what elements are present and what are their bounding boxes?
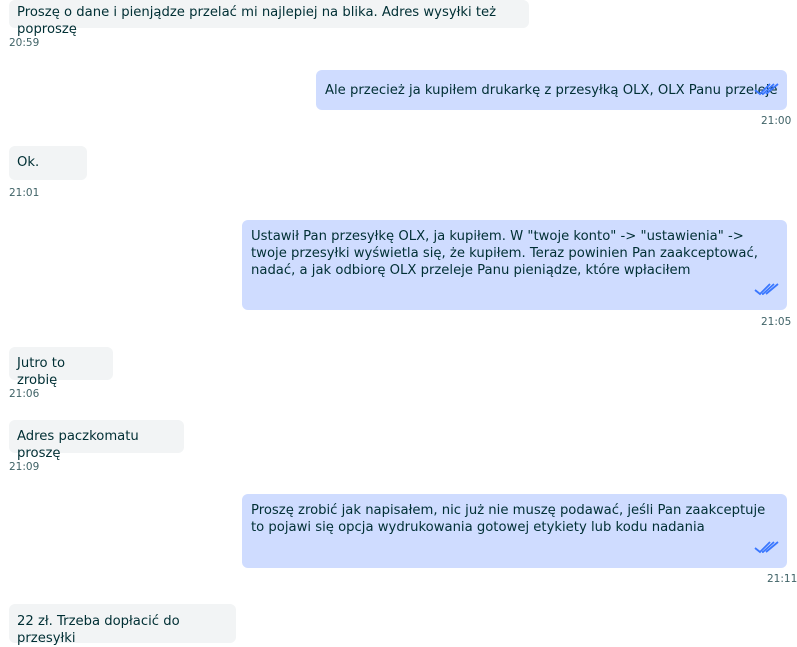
double-check-icon	[754, 82, 780, 96]
message-text: Jutro to zrobię	[17, 356, 66, 388]
message-timestamp: 21:05	[761, 316, 792, 328]
message-outgoing	[316, 70, 787, 110]
message-text: Ale przecież ja kupiłem drukarkę z przesyłką OLX, OLX Panu przeleje	[325, 83, 778, 98]
double-check-icon	[754, 282, 780, 296]
message-outgoing	[242, 494, 787, 568]
message-text: 22 zł. Trzeba dopłacić do przesyłki	[17, 614, 180, 646]
message-text: Proszę zrobić jak napisałem, nic już nie muszę podawać, jeśli Pan zaakceptuje to pojawi się opcja wydrukowania gotowej etykiety lub kodu nadania	[251, 503, 766, 535]
message-timestamp: 21:06	[9, 388, 40, 400]
message-timestamp: 21:09	[9, 461, 40, 473]
message-incoming	[9, 146, 87, 180]
message-text: Ok.	[17, 155, 40, 170]
message-outgoing	[242, 220, 787, 310]
message-incoming	[9, 604, 236, 646]
message-incoming	[9, 0, 529, 37]
message-incoming	[9, 347, 113, 388]
message-text: Proszę o dane i pienjądze przelać mi najlepiej na blika. Adres wysyłki też poproszę	[17, 5, 497, 37]
message-timestamp: 21:11	[767, 573, 797, 585]
message-timestamp: 21:01	[9, 187, 40, 199]
message-text: Ustawił Pan przesyłkę OLX, ja kupiłem. W "twoje konto" -> "ustawienia" -> twoje przesyłki wyświetla się, że kupiłem. Teraz powinien Pan zaakceptować, nadać, a jak odbiorę OLX przeleje Panu pieniądze, które wpłaciłem	[251, 229, 758, 278]
message-text: Adres paczkomatu proszę	[17, 429, 139, 461]
message-timestamp: 20:59	[9, 37, 40, 49]
double-check-icon	[754, 540, 780, 554]
message-timestamp: 21:00	[761, 115, 792, 127]
message-incoming	[9, 420, 184, 461]
